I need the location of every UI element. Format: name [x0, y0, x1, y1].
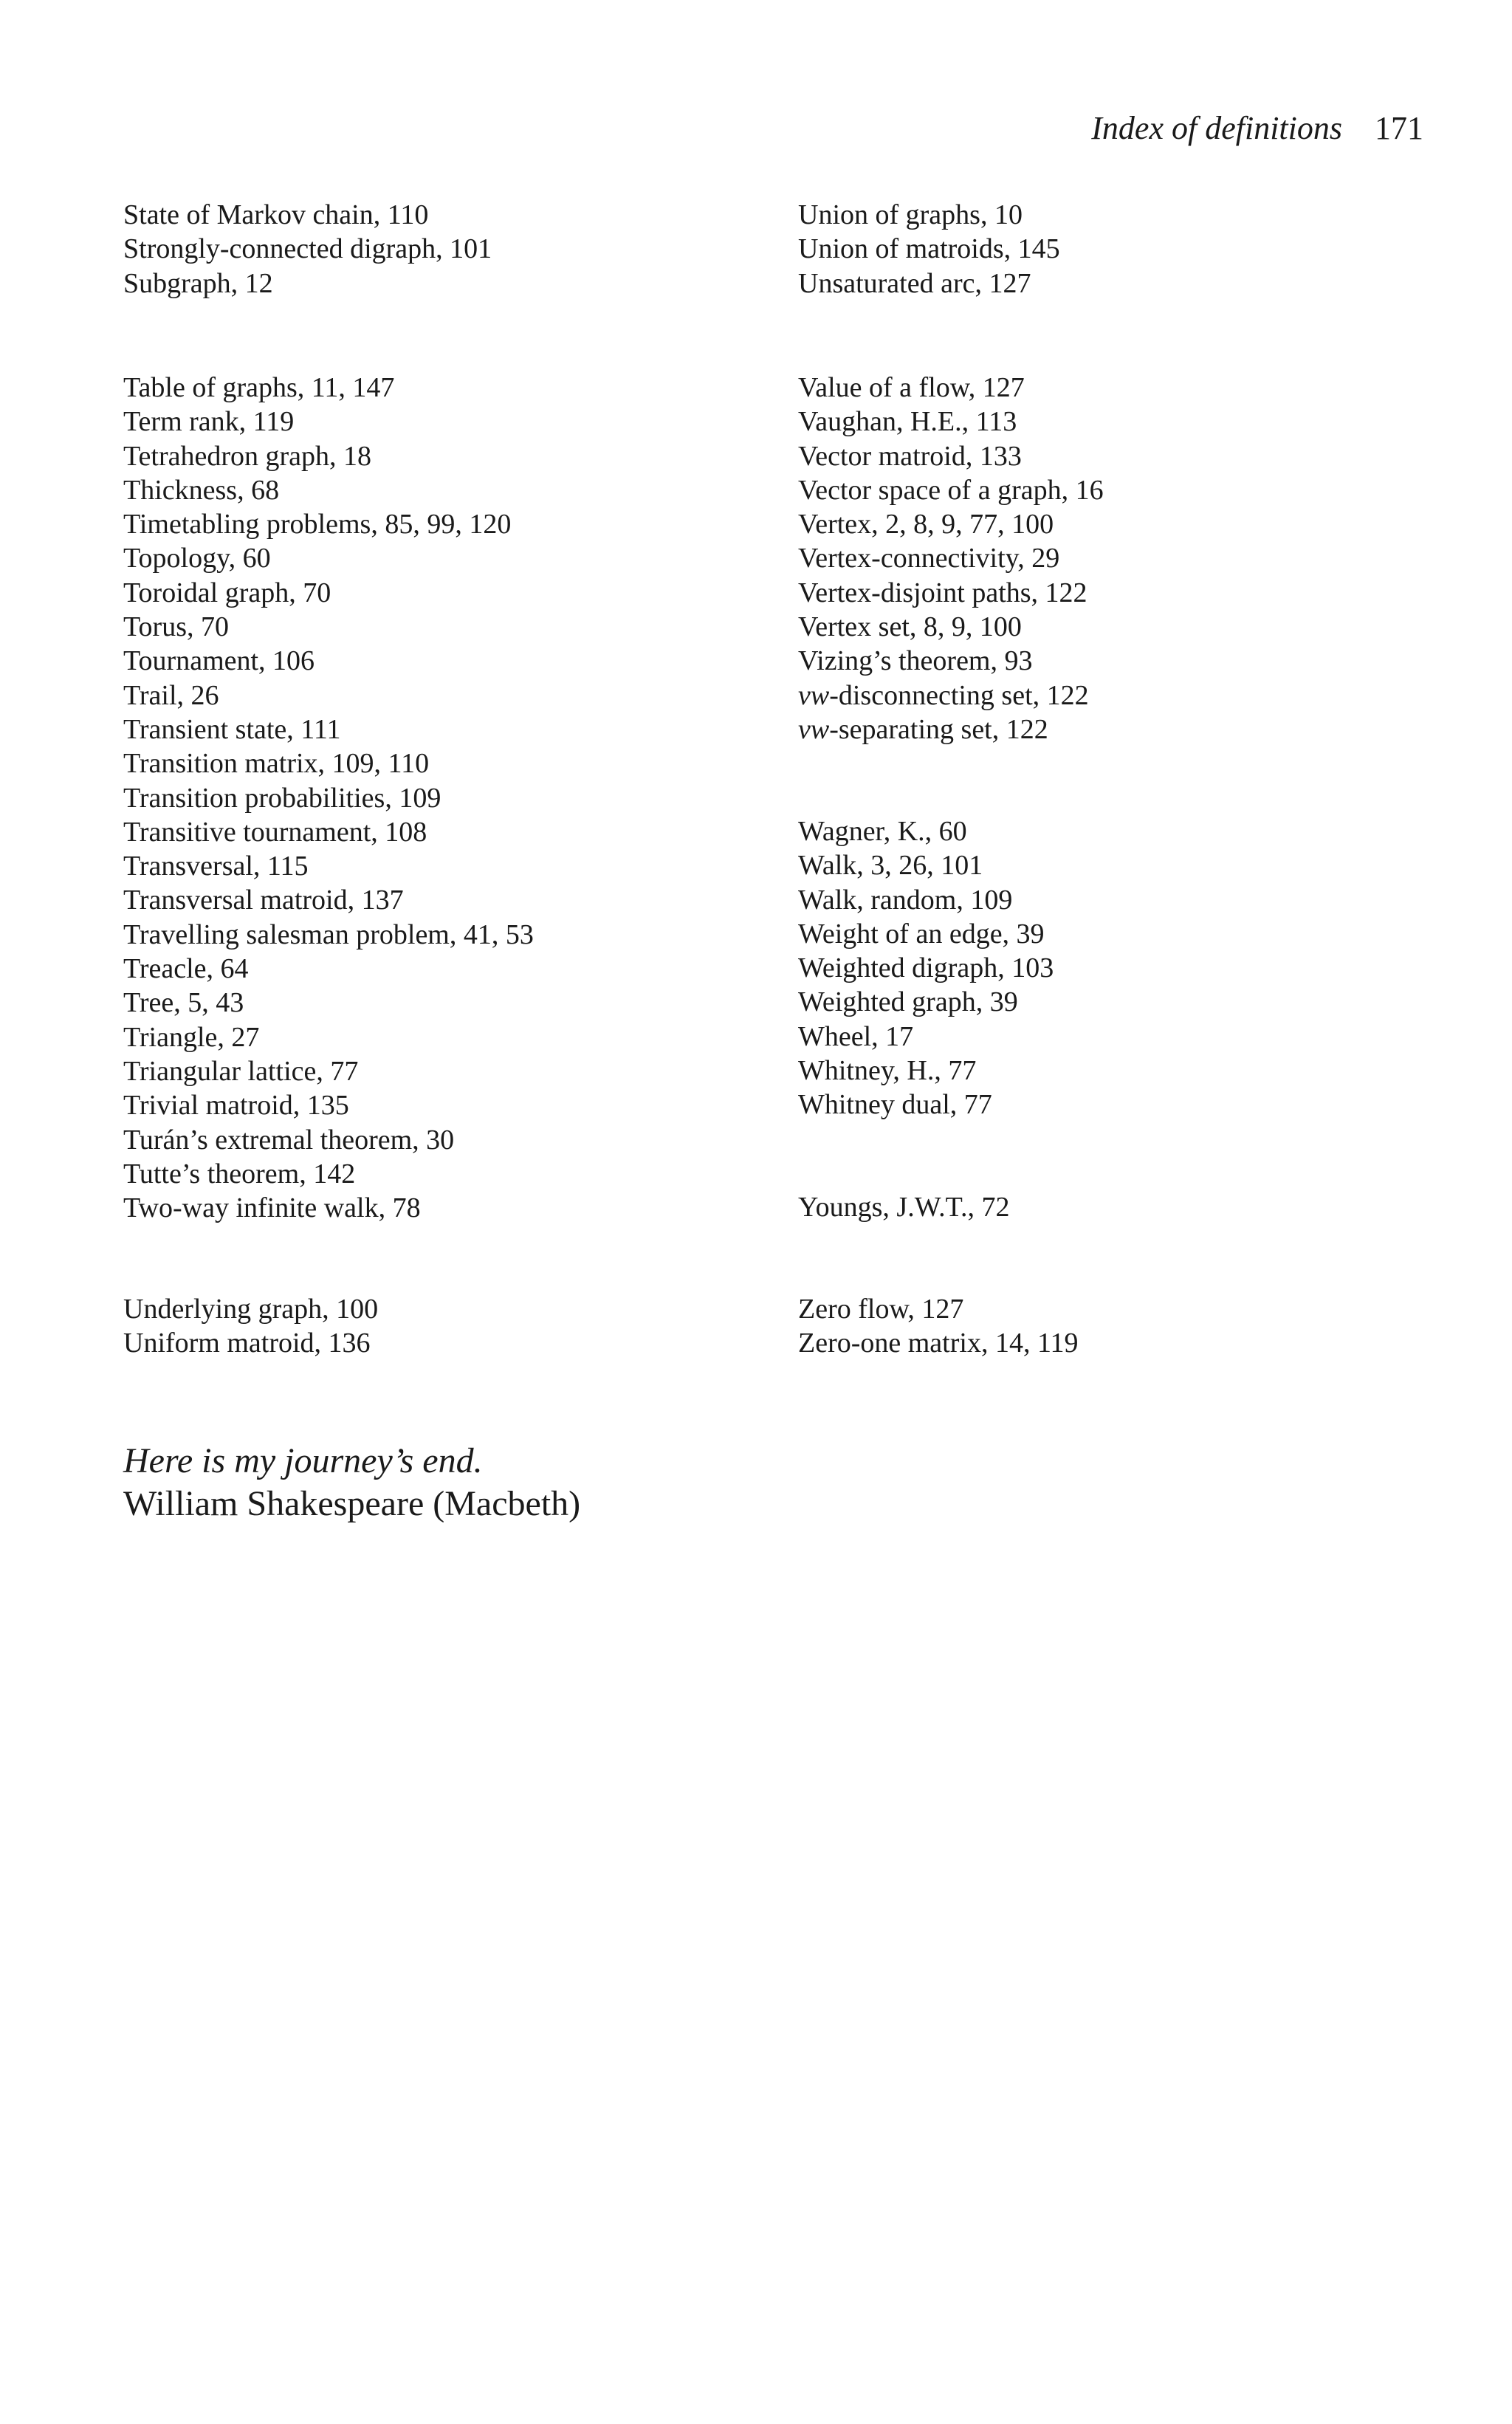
index-entry: Underlying graph, 100 — [123, 1294, 379, 1325]
index-entry: Tetrahedron graph, 18 — [123, 440, 372, 472]
index-entry: Vertex set, 8, 9, 100 — [798, 611, 1022, 643]
index-entry: Toroidal graph, 70 — [123, 577, 331, 608]
index-group-s — [123, 198, 492, 301]
index-entry: Transitive tournament, 108 — [123, 816, 427, 848]
index-entry: Vertex-disjoint paths, 122 — [798, 577, 1087, 608]
index-entry: Turán’s extremal theorem, 30 — [123, 1124, 455, 1156]
index-entry: Wagner, K., 60 — [798, 816, 967, 847]
index-entry: Tournament, 106 — [123, 645, 315, 677]
index-entry: Weighted digraph, 103 — [798, 952, 1054, 984]
index-entry: Vaughan, H.E., 113 — [798, 406, 1017, 438]
closing-quote — [123, 1440, 580, 1525]
index-entry: Strongly-connected digraph, 101 — [123, 233, 492, 265]
index-entry: Value of a flow, 127 — [798, 372, 1025, 403]
index-entry: Vector matroid, 133 — [798, 440, 1022, 472]
index-entry: Uniform matroid, 136 — [123, 1328, 371, 1359]
index-entry: Tree, 5, 43 — [123, 987, 244, 1019]
index-entry: Transition probabilities, 109 — [123, 782, 441, 814]
index-entry: Walk, random, 109 — [798, 884, 1013, 916]
index-entry: Two-way infinite walk, 78 — [123, 1192, 421, 1224]
index-entry: Unsaturated arc, 127 — [798, 267, 1031, 299]
index-group-u-left — [123, 1292, 378, 1361]
index-group-w — [798, 814, 1054, 1122]
index-entry: Trail, 26 — [123, 679, 219, 711]
index-entry: Term rank, 119 — [123, 406, 295, 438]
index-entry: Wheel, 17 — [798, 1020, 914, 1052]
index-entry — [798, 679, 1104, 713]
index-entry: Zero flow, 127 — [798, 1294, 964, 1325]
index-entry: Vector space of a graph, 16 — [798, 474, 1104, 506]
index-entry: Zero-one matrix, 14, 119 — [798, 1328, 1079, 1359]
index-entry: Subgraph, 12 — [123, 267, 273, 299]
running-header — [1091, 109, 1423, 148]
index-entry: Whitney, H., 77 — [798, 1055, 977, 1087]
quote-attribution: William Shakespeare (Macbeth) — [123, 1484, 581, 1523]
header-title: Index of definitions — [1091, 110, 1342, 146]
index-entry: Youngs, J.W.T., 72 — [798, 1192, 1010, 1223]
index-entry: Vertex-connectivity, 29 — [798, 543, 1060, 574]
index-entry: Vertex, 2, 8, 9, 77, 100 — [798, 509, 1054, 540]
index-group-u-right — [798, 198, 1060, 301]
index-entry: Torus, 70 — [123, 611, 230, 643]
index-entry: State of Markov chain, 110 — [123, 199, 429, 230]
index-entry: Treacle, 64 — [123, 953, 249, 985]
index-entry: Triangle, 27 — [123, 1021, 260, 1053]
vw-entry-rest: -disconnecting set, 122 — [829, 679, 1089, 711]
index-entry: Timetabling problems, 85, 99, 120 — [123, 509, 512, 540]
index-entry: Triangular lattice, 77 — [123, 1055, 359, 1087]
page-number: 171 — [1375, 110, 1423, 146]
index-entry: Tutte’s theorem, 142 — [123, 1158, 356, 1189]
index-entry: Topology, 60 — [123, 543, 271, 574]
index-group-t — [123, 371, 534, 1225]
index-entry: Transient state, 111 — [123, 713, 341, 745]
vw-prefix: vw — [798, 713, 830, 745]
index-entry: Walk, 3, 26, 101 — [798, 850, 983, 882]
index-group-z — [798, 1292, 1079, 1361]
index-entry: Table of graphs, 11, 147 — [123, 372, 395, 403]
vw-prefix: vw — [798, 679, 830, 711]
quote-text: Here is my journey’s end. — [123, 1441, 483, 1480]
index-group-y — [798, 1190, 1009, 1224]
index-entry: Thickness, 68 — [123, 474, 280, 506]
index-entry: Weighted graph, 39 — [798, 986, 1018, 1018]
index-group-v — [798, 371, 1104, 746]
index-entry: Transition matrix, 109, 110 — [123, 748, 430, 780]
index-entry: Trivial matroid, 135 — [123, 1090, 349, 1122]
index-entry: Vizing’s theorem, 93 — [798, 645, 1033, 677]
index-entry: Weight of an edge, 39 — [798, 918, 1045, 950]
index-entry: Transversal, 115 — [123, 851, 309, 882]
vw-entry-rest: -separating set, 122 — [829, 713, 1048, 745]
index-entry: Union of matroids, 145 — [798, 233, 1060, 265]
index-entry: Whitney dual, 77 — [798, 1089, 992, 1121]
index-entry — [798, 713, 1104, 746]
index-entry: Transversal matroid, 137 — [123, 885, 404, 916]
index-entry: Travelling salesman problem, 41, 53 — [123, 919, 534, 950]
index-entry: Union of graphs, 10 — [798, 199, 1023, 230]
